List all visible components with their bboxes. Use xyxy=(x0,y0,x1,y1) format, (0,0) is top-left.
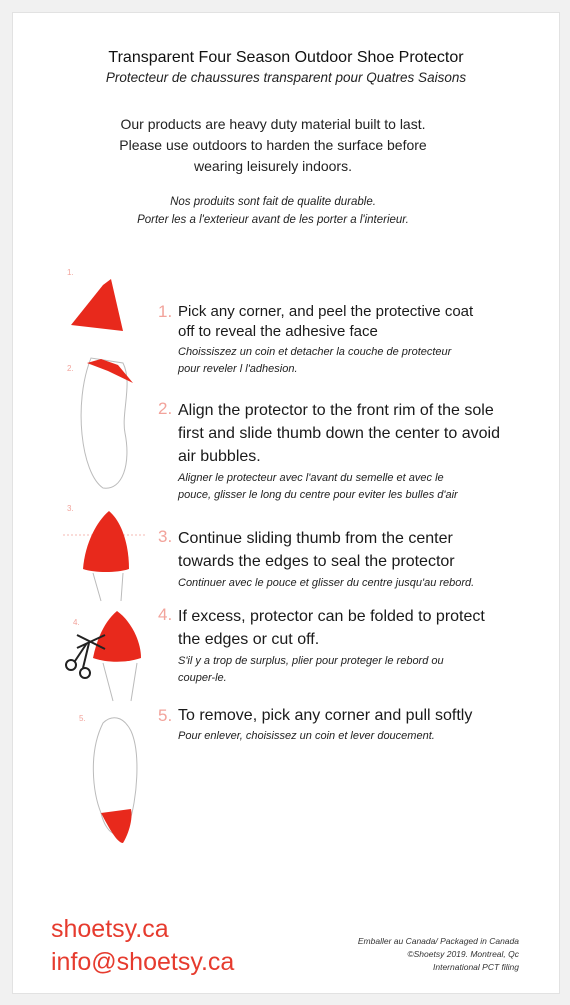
step-text-fr xyxy=(178,344,543,378)
step-line: the edges or cut off. xyxy=(178,631,320,648)
step-line: To remove, pick any corner and pull softly xyxy=(178,707,473,724)
step-text-fr xyxy=(178,653,543,687)
intro-text-fr xyxy=(103,193,443,229)
step-text-en xyxy=(178,527,543,573)
step-line: pour reveler l l'adhesion. xyxy=(178,363,298,375)
illustration-label: 2. xyxy=(67,364,74,373)
copyright-note: ©Shoetsy 2019. Montreal, Qc xyxy=(407,949,519,959)
step-number: 1. xyxy=(158,302,173,321)
illustration-label: 3. xyxy=(67,504,74,513)
step-line: S'il y a trop de surplus, plier pour proteger le rebord ou xyxy=(178,655,444,667)
illustration-label: 4. xyxy=(73,618,80,627)
peel-corner-icon xyxy=(71,279,123,331)
intro-text xyxy=(93,114,453,177)
step-line: Pick any corner, and peel the protective coat xyxy=(178,303,474,320)
shoe-sole-outline xyxy=(81,358,127,488)
page-subtitle: Protecteur de chaussures transparent pour Quatres Saisons xyxy=(105,70,467,85)
step-text-fr xyxy=(178,575,543,592)
step-illustrations xyxy=(63,253,163,853)
legal-notes xyxy=(358,935,519,974)
illustration-label: 5. xyxy=(79,714,86,723)
step-text-fr xyxy=(178,470,543,504)
email-link[interactable]: info@shoetsy.ca xyxy=(51,948,235,976)
instruction-card xyxy=(12,12,560,994)
step-line: pouce, glisser le long du centre pour eviter les bulles d'air xyxy=(178,489,458,501)
contact-block xyxy=(51,913,234,979)
step-number: 5. xyxy=(158,706,173,725)
step-5 xyxy=(158,706,543,745)
intro-line: wearing leisurely indoors. xyxy=(194,158,352,174)
page-title: Transparent Four Season Outdoor Shoe Protector xyxy=(108,49,464,66)
step-line: If excess, protector can be folded to protect xyxy=(178,608,485,625)
step-line: air bubbles. xyxy=(178,448,261,465)
step-2 xyxy=(158,399,543,504)
step-4 xyxy=(158,605,543,687)
illustration-label: 1. xyxy=(67,268,74,277)
step-line: Continue sliding thumb from the center xyxy=(178,530,453,547)
step-line: Choissiszez un coin et detacher la couche de protecteur xyxy=(178,346,452,358)
step-number: 2. xyxy=(158,399,173,418)
step-line: couper-le. xyxy=(178,672,227,684)
step-text-en xyxy=(178,302,543,342)
step-line: off to reveal the adhesive face xyxy=(178,323,378,340)
protector-sealed-icon xyxy=(83,511,129,572)
step-3 xyxy=(158,527,543,592)
step-line: Aligner le protecteur avec l'avant du semelle et avec le xyxy=(178,472,444,484)
website-link[interactable]: shoetsy.ca xyxy=(51,915,169,943)
step-line: towards the edges to seal the protector xyxy=(178,553,455,570)
step-line: first and slide thumb down the center to avoid xyxy=(178,425,500,442)
patent-note: International PCT filing xyxy=(433,962,519,972)
step-number: 4. xyxy=(158,605,173,624)
step-line: Continuer avec le pouce et glisser du centre jusqu'au rebord. xyxy=(178,577,475,589)
step-line: Pour enlever, choisissez un coin et lever doucement. xyxy=(178,730,435,742)
intro-line: Our products are heavy duty material built to last. xyxy=(120,116,426,132)
step-text-fr xyxy=(178,728,543,745)
intro-fr-line: Nos produits sont fait de qualite durable. xyxy=(170,196,376,208)
step-1 xyxy=(158,302,543,378)
intro-line: Please use outdoors to harden the surface before xyxy=(119,137,427,153)
step-text-en xyxy=(178,399,543,468)
step-number: 3. xyxy=(158,527,173,546)
packaging-note: Emballer au Canada/ Packaged in Canada xyxy=(357,936,519,946)
intro-fr-line: Porter les a l'exterieur avant de les porter a l'interieur. xyxy=(137,214,409,226)
step-text-en xyxy=(178,706,543,726)
step-text-en xyxy=(178,605,543,651)
step-line: Align the protector to the front rim of the sole xyxy=(178,402,494,419)
